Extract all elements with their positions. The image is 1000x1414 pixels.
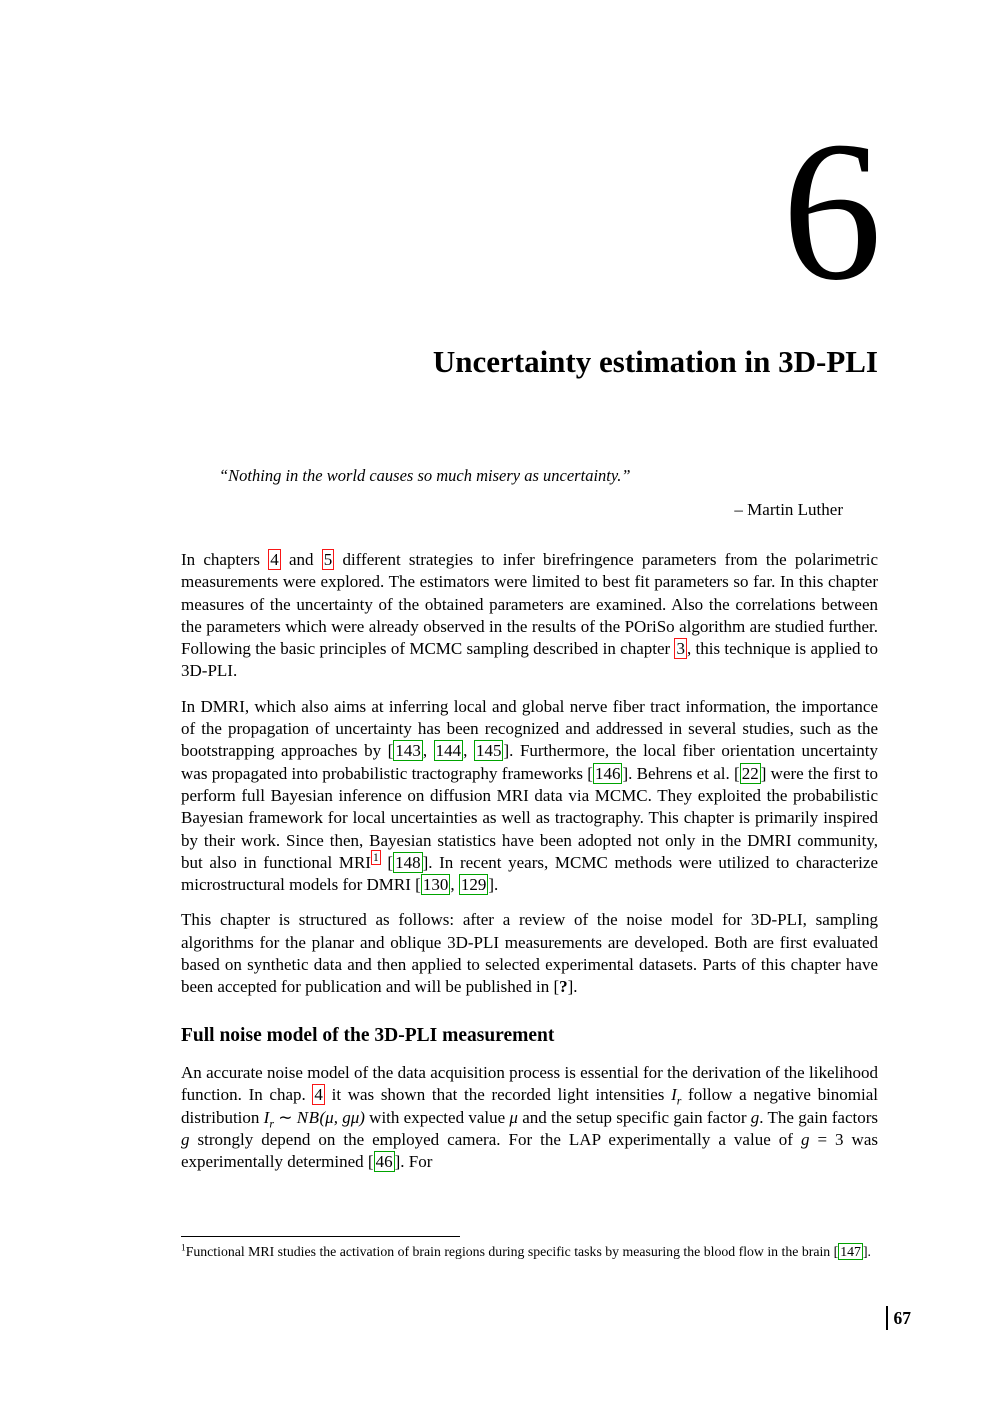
footnote-marker[interactable] [371,850,381,865]
text-run: This chapter is structured as follows: after a review of the noise model for 3D-PLI, sampling algorithms for the planar and oblique 3D-PLI measurements are developed. Both are first evaluated based on synthetic data and then applied to selected experimental datasets. Parts of this chapter have been accepted for publication and will be published in [ [181,910,878,997]
text-run: ]. In recent years, MCMC methods were utilized to characterize microstructural models for DMRI [ [181,852,878,895]
text-run: μ [509,1107,518,1127]
text-run: g [750,1107,760,1127]
text-run: g [181,1129,190,1149]
epigraph-attribution: – Martin Luther [734,500,843,519]
page-number-block [886,1306,912,1330]
paragraph-intro [181,549,878,683]
text-run: different strategies to infer birefringence parameters from the polarimetric measurements were explored. The estimators were limited to best fit parameters so far. In this chapter measures of the uncertainty of the obtained parameters are examined. Also the correlations between the parameters which were already observed in the results of the POriSo algorithm are studied further. Following the basic principles of MCMC sampling described in chapter [181,550,878,659]
citation-ref[interactable]: 22 [741,763,759,783]
text-run: = 3 was experimentally determined [ [181,1129,878,1172]
chapter-title: Uncertainty estimation in 3D-PLI [432,344,878,379]
text-run: , [422,741,434,761]
text-run: , this technique is applied to 3D-PLI. [181,639,879,681]
body-text-block [181,549,878,1186]
text-run: g [800,1129,810,1149]
text-run: ]. Furthermore, the local fiber orientation uncertainty was propagated into probabilistic tractography frameworks [ [181,741,879,783]
footnote-marker-box[interactable]: 1 [372,851,379,865]
text-run: ? [559,977,568,997]
text-run: and the setup specific gain factor [517,1107,751,1127]
text-run: ]. [567,977,578,997]
text-run: ]. [862,1244,871,1259]
citation-ref[interactable]: 148 [395,852,421,872]
footnote-rule [181,1236,460,1237]
paragraph-noise-model [181,1062,878,1173]
text-run: ]. [488,875,499,895]
internal-ref[interactable]: 3 [676,639,685,659]
chapter-number: 6 [782,101,882,322]
footnote-text [181,1243,878,1261]
paragraph-structure [181,909,878,998]
text-run: , [463,741,474,761]
internal-ref[interactable]: 4 [270,550,279,569]
text-run: ]. Behrens et al. [ [622,763,740,783]
text-run: (μ, gμ) [319,1107,365,1127]
citation-ref[interactable]: 145 [475,741,502,761]
text-run: follow a negative binomial distribution [181,1085,879,1127]
footnote-block [181,1236,878,1261]
text-run: In chapters [181,550,269,569]
paragraph-dmri [181,696,878,897]
text-run: [ [380,852,394,872]
text-run: I [671,1085,677,1105]
text-run: Functional MRI studies the activation of brain regions during specific tasks by measuring the blood flow in the brain [ [185,1244,839,1259]
text-run: and [280,550,322,569]
text-run: r [269,1115,274,1130]
internal-ref[interactable]: 4 [314,1085,323,1105]
citation-ref[interactable]: 144 [435,741,462,761]
text-run: it was shown that the recorded light intensities [324,1085,672,1105]
text-run: ] were the first to perform full Bayesian inference on diffusion MRI data via MCMC. They exploited the probabilistic Bayesian framework for local uncertainties as well as tractography. This chapter is primarily inspired by their work. Since then, Bayesian statistics have been adopted not only in the DMRI community, but also in functional MRI [181,763,878,872]
section-heading: Full noise model of the 3D-PLI measurement [181,1024,555,1046]
text-run: . The gain factors [759,1107,878,1127]
epigraph-quote: “Nothing in the world causes so much misery as uncertainty.” [219,466,631,485]
citation-ref[interactable]: 143 [395,741,421,761]
citation-ref[interactable]: 146 [594,763,621,783]
text-run: r [676,1093,682,1108]
text-run: I [263,1107,270,1127]
text-run: NB [296,1107,320,1127]
citation-ref[interactable]: 46 [375,1152,393,1172]
page-number-bar [886,1306,888,1330]
page-number: 67 [893,1307,911,1328]
citation-ref[interactable]: 129 [460,875,487,895]
text-run: , [450,875,459,895]
internal-ref[interactable]: 5 [323,550,333,569]
text-run: strongly depend on the employed camera. For the LAP experimentally a value of [189,1129,801,1149]
text-run: with expected value [364,1107,510,1127]
text-run: ]. For [394,1152,433,1172]
text-run: In DMRI, which also aims at inferring local and global nerve fiber tract information, the importance of the propagation of uncertainty has been recognized and addressed in several studies, such as the bootstrapping approaches by [ [181,696,878,761]
citation-ref[interactable]: 147 [840,1244,861,1259]
text-run: 1 [181,1243,186,1254]
text-run: An accurate noise model of the data acquisition process is essential for the derivation of the likelihood function. In chap. [181,1062,878,1105]
text-run: ∼ [273,1107,297,1127]
citation-ref[interactable]: 130 [422,875,449,895]
